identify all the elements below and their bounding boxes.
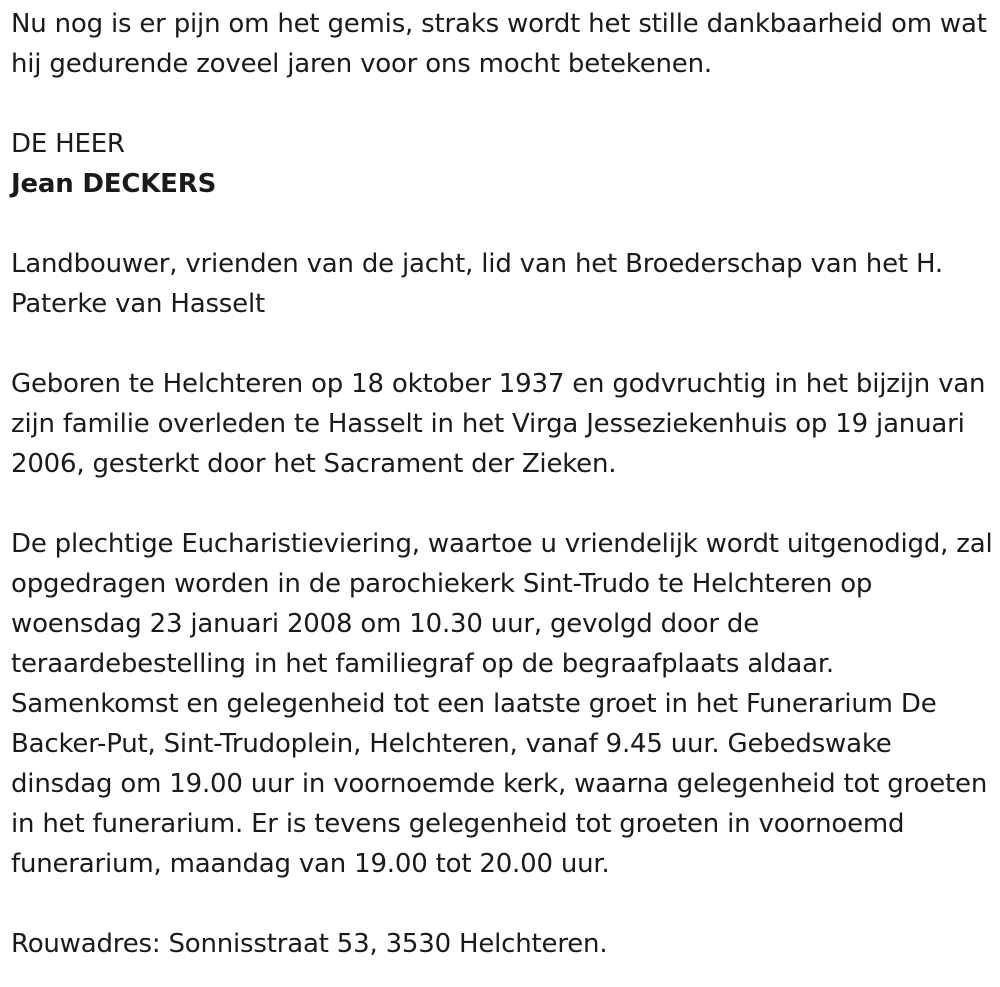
deceased-name: Jean DECKERS	[11, 169, 217, 199]
intro-text: Nu nog is er pijn om het gemis, straks wordt het stille dankbaarheid om wat hij gedurende zoveel jaren voor ons mocht betekenen.	[11, 9, 987, 79]
obituary-notice	[11, 4, 996, 964]
mourning-address: Rouwadres: Sonnisstraat 53, 3530 Helchteren.	[11, 929, 608, 959]
ceremony-text: De plechtige Eucharistieviering, waartoe u vriendelijk wordt uitgenodigd, zal opgedragen worden in de parochiekerk Sint-Trudo te Helchteren op woensdag 23 januari 2008 om 10.30 uur, gevolgd door de teraardebestelling in het familiegraf op de begraafplaats aldaar. Samenkomst en gelegenheid tot een laatste groet in het Funerarium De Backer-Put, Sint-Trudoplein, Helchteren, vanaf 9.45 uur. Gebedswake dinsdag om 19.00 uur in voornoemde kerk, waarna gelegenheid tot groeten in het funerarium. Er is tevens gelegenheid tot groeten in voornoemd funerarium, maandag van 19.00 tot 20.00 uur.	[11, 529, 993, 879]
honorific-title: DE HEER	[11, 129, 125, 159]
birth-death-text: Geboren te Helchteren op 18 oktober 1937 en godvruchtig in het bijzijn van zijn familie overleden te Hasselt in het Virga Jesseziekenhuis op 19 januari 2006, gesterkt door het Sacrament der Zieken.	[11, 369, 986, 479]
occupation-text: Landbouwer, vrienden van de jacht, lid van het Broederschap van het H. Paterke van Hasselt	[11, 249, 943, 319]
